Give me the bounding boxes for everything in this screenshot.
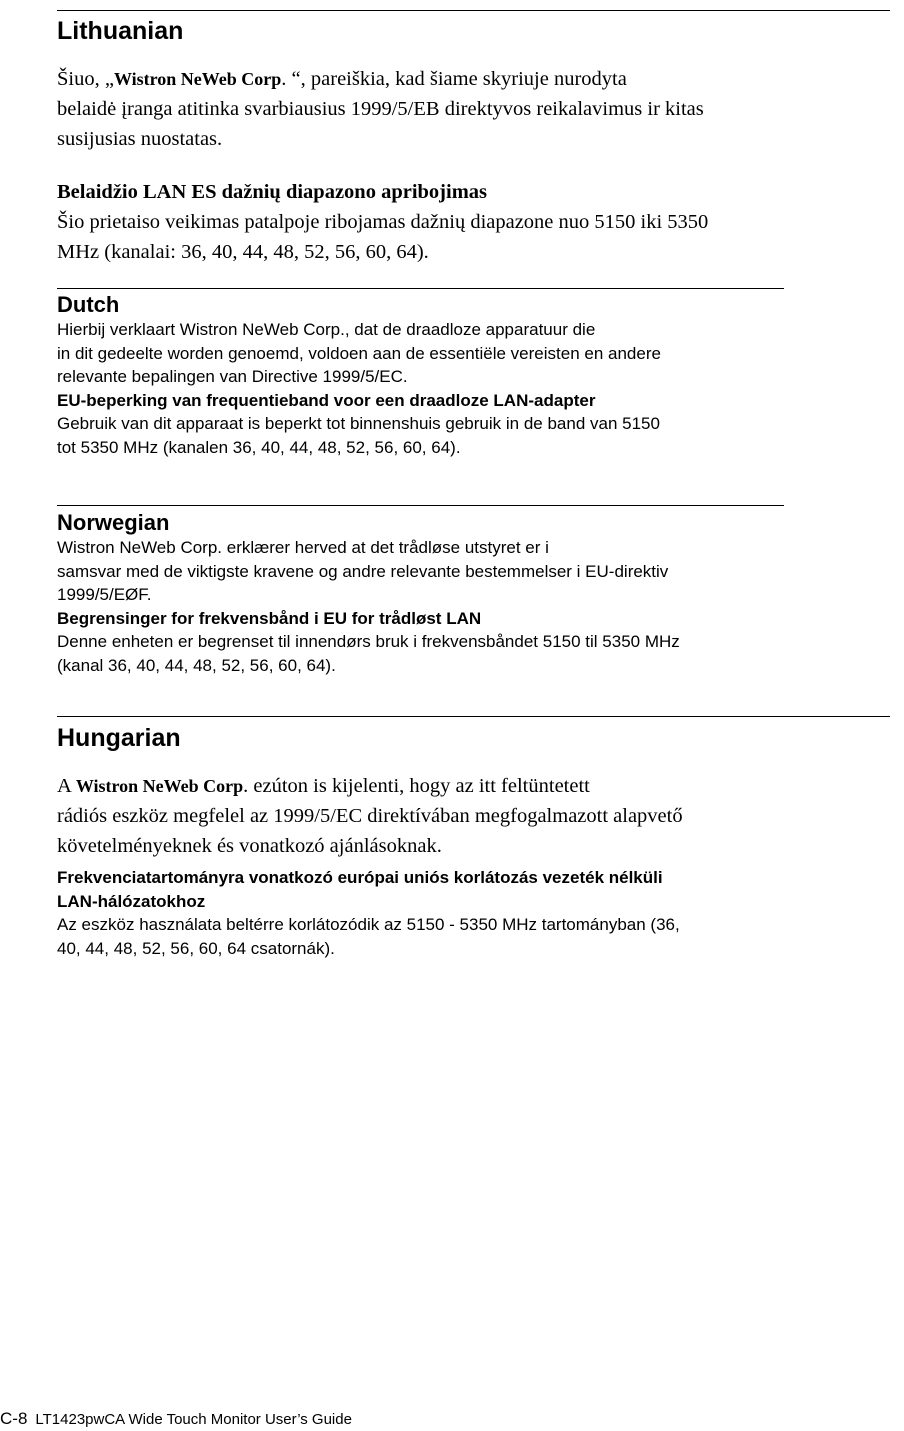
- lithuanian-declaration-line: [57, 64, 887, 94]
- norwegian-declaration-line: Wistron NeWeb Corp. erklærer herved at det trådløse utstyret er i: [57, 538, 549, 557]
- lithuanian-declaration-line: susijusias nuostatas.: [57, 128, 223, 150]
- dutch-declaration: [57, 318, 857, 389]
- document-title: LT1423pwCA Wide Touch Monitor User’s Guide: [35, 1411, 352, 1428]
- dutch-restriction-line: Gebruik van dit apparaat is beperkt tot binnenshuis gebruik in de band van 5150: [57, 414, 660, 433]
- hungarian-restriction: [57, 913, 887, 960]
- lithuanian-restriction-line: Šio prietaiso veikimas patalpoje ribojamas dažnių diapazone nuo 5150 iki 5350: [57, 211, 709, 233]
- lithuanian-suffix: . “, pareiškia, kad šiame skyriuje nurodyta: [281, 68, 627, 90]
- norwegian-declaration-line: 1999/5/EØF.: [57, 585, 152, 604]
- dutch-restriction: [57, 412, 857, 459]
- hungarian-restriction-line: 40, 44, 48, 52, 56, 60, 64 csatornák).: [57, 938, 335, 958]
- section-divider: [57, 716, 890, 717]
- norwegian-restriction-line: (kanal 36, 40, 44, 48, 52, 56, 60, 64).: [57, 655, 336, 675]
- top-divider: [57, 10, 890, 11]
- hungarian-subheading-line: Frekvenciatartományra vonatkozó európai uniós korlátozás vezeték nélküli: [57, 868, 663, 887]
- section-hungarian: [57, 723, 887, 960]
- hungarian-restriction-line: Az eszköz használata beltérre korlátozódik az 5150 - 5350 MHz tartományban (36,: [57, 915, 680, 934]
- section-heading-lithuanian: Lithuanian: [57, 17, 184, 45]
- dutch-subheading: EU-beperking van frequentieband voor een draadloze LAN-adapter: [57, 390, 596, 410]
- norwegian-subheading: Begrensinger for frekvensbånd i EU for trådløst LAN: [57, 608, 482, 628]
- dutch-declaration-line: relevante bepalingen van Directive 1999/5/EC.: [57, 367, 408, 386]
- norwegian-declaration: [57, 536, 877, 607]
- lithuanian-subheading: Belaidžio LAN ES dažnių diapazono apribojimas: [57, 181, 488, 203]
- section-heading-norwegian: Norwegian: [57, 510, 170, 535]
- lithuanian-declaration-line: belaidė įranga atitinka svarbiausius 1999/5/EB direktyvos reikalavimus ir kitas: [57, 98, 704, 120]
- hungarian-suffix: . ezúton is kijelenti, hogy az itt feltüntetett: [243, 775, 590, 797]
- lithuanian-restriction-line: MHz (kanalai: 36, 40, 44, 48, 52, 56, 60, 64).: [57, 241, 429, 263]
- brand-name: Wistron NeWeb Corp: [75, 776, 244, 796]
- hungarian-declaration-line: [57, 771, 887, 801]
- dutch-declaration-line: in dit gedeelte worden genoemd, voldoen aan de essentiële vereisten en andere: [57, 343, 661, 363]
- norwegian-declaration-line: samsvar med de viktigste kravene og andre relevante bestemmelser i EU-direktiv: [57, 561, 669, 581]
- section-heading-hungarian: Hungarian: [57, 724, 181, 752]
- page-number: C-8: [0, 1409, 28, 1428]
- dutch-declaration-line: Hierbij verklaart Wistron NeWeb Corp., dat de draadloze apparatuur die: [57, 320, 596, 339]
- hungarian-declaration-line: rádiós eszköz megfelel az 1999/5/EC direktívában megfogalmazott alapvető: [57, 805, 683, 827]
- section-divider: [57, 505, 784, 506]
- section-lithuanian: [57, 16, 887, 267]
- norwegian-restriction: [57, 630, 877, 677]
- lithuanian-restriction: [57, 207, 887, 267]
- lithuanian-declaration: [57, 64, 887, 154]
- page-footer: [0, 1409, 352, 1430]
- hungarian-subheading: [57, 866, 887, 913]
- lithuanian-prefix: Šiuo, „: [57, 68, 114, 90]
- section-heading-dutch: Dutch: [57, 292, 120, 317]
- hungarian-subheading-line: LAN-hálózatokhoz: [57, 891, 206, 911]
- brand-name: Wistron NeWeb Corp: [113, 69, 282, 89]
- dutch-restriction-line: tot 5350 MHz (kanalen 36, 40, 44, 48, 52, 56, 60, 64).: [57, 437, 461, 457]
- hungarian-prefix: A: [57, 775, 76, 797]
- section-dutch: [57, 292, 857, 459]
- hungarian-declaration: [57, 771, 887, 861]
- section-norwegian: [57, 510, 877, 677]
- section-divider: [57, 288, 784, 289]
- norwegian-restriction-line: Denne enheten er begrenset til innendørs bruk i frekvensbåndet 5150 til 5350 MHz: [57, 632, 680, 651]
- hungarian-declaration-line: követelményeknek és vonatkozó ajánlásoknak.: [57, 835, 442, 857]
